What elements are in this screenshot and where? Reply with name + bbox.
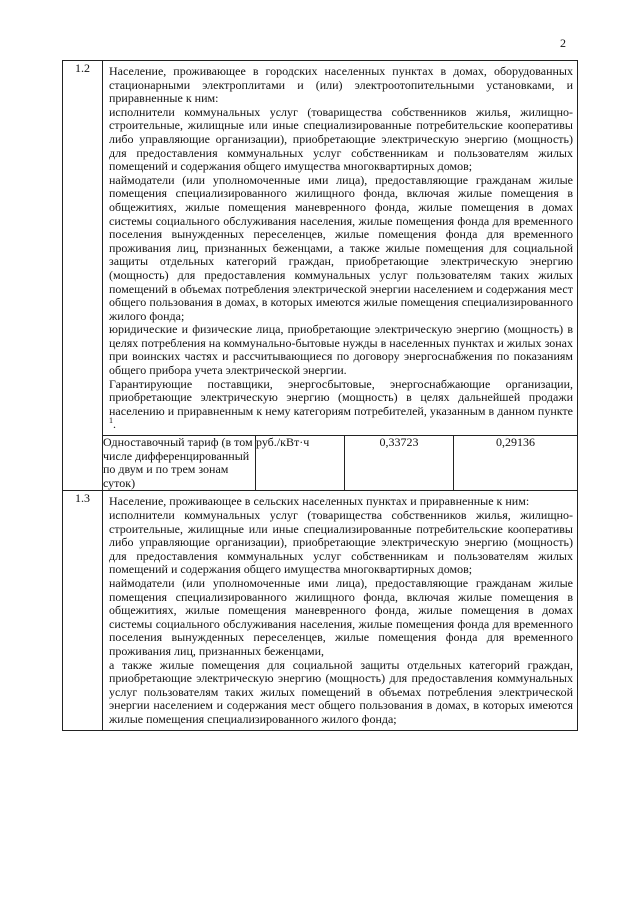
- paragraph: юридические и физические лица, приобретающие электрическую энергию (мощность) в целях потребления на коммунально-бытовые нужды в населенных пунктах и жилых зонах при воинских частях и рассчитывающиеся по договору энергоснабжения по показаниям общего прибора учета электрической энергии.: [109, 322, 573, 378]
- tariff-value-first-half: 0,33723: [345, 436, 454, 491]
- trailing-punctuation: .: [113, 417, 116, 432]
- paragraph-with-footnote: [109, 378, 573, 432]
- paragraph: а также жилые помещения для социальной защиты отдельных категорий граждан, приобретающие электрическую энергию (мощность) для предоставления коммунальных услуг пользователям таких жилых помещений в объемах потребления электрической энергии населением и содержания мест общего пользования в домах, в которых имеются жилые помещения специализированного жилого фонда;: [109, 657, 573, 726]
- tariff-name: Одноставочный тариф (в том числе дифференцированный по двум и по трем зонам суток): [103, 436, 256, 491]
- tariff-unit: руб./кВт·ч: [256, 436, 345, 491]
- tariff-subtable: [103, 435, 577, 490]
- table-row: [63, 61, 578, 491]
- row-content: [103, 491, 578, 730]
- paragraph: исполнители коммунальных услуг (товарищества собственников жилья, жилищно-строительные, жилищные или иные специализированные потребительские кооперативы либо управляющие организации), приобретающие электрическую энергию (мощность) для предоставления коммунальных услуг собственникам и пользователям жилых помещений и содержания общего имущества многоквартирных домов;: [109, 104, 573, 174]
- paragraph: исполнители коммунальных услуг (товарищества собственников жилья, жилищно-строительные, жилищные или иные специализированные потребительские кооперативы либо управляющие организации), приобретающие электрическую энергию (мощность) для предоставления коммунальных услуг собственникам и пользователям жилых помещений и содержания общего имущества многоквартирных домов;: [109, 508, 573, 577]
- paragraph: наймодатели (или уполномоченные ими лица), предоставляющие гражданам жилые помещения специализированного жилищного фонда, включая жилые помещения в общежитиях, жилые помещения маневренного фонда, жилые помещения в домах системы социального обслуживания населения, жилые помещения фонда для временного поселения вынужденных переселенцев, жилые помещения фонда для временного проживания лиц, признанных беженцами, а также жилые помещения для социальной защиты отдельных категорий граждан, приобретающие электрическую энергию (мощность) для предоставления коммунальных услуг пользователям таких жилых помещений в объемах потребления электрической энергии населением и содержания мест общего пользования в домах, в которых имеются жилые помещения специализированного жилого фонда;: [109, 172, 573, 323]
- row-description: [103, 61, 577, 435]
- paragraph: Гарантирующие поставщики, энергосбытовые, энергоснабжающие организации, приобретающие электрическую энергию (мощность) в целях дальнейшей продажи населению и приравненным к нему категориям потребителей, указанным в данном пункте: [109, 376, 573, 418]
- page-number: 2: [560, 36, 566, 50]
- table-row: [63, 491, 578, 730]
- row-number: 1.3: [63, 491, 103, 730]
- paragraph: Население, проживающее в городских населенных пунктах в домах, оборудованных стационарными электроплитами и (или) электроотопительными установками, и приравненные к ним:: [109, 64, 573, 106]
- row-description: [103, 491, 577, 729]
- paragraph: Население, проживающее в сельских населенных пунктах и приравненные к ним:: [109, 494, 530, 509]
- tariff-value-second-half: 0,29136: [454, 436, 578, 491]
- tariff-row: [103, 436, 577, 491]
- paragraph: наймодатели (или уполномоченные ими лица), предоставляющие гражданам жилые помещения специализированного жилищного фонда, включая жилые помещения в общежитиях, жилые помещения маневренного фонда, жилые помещения в домах системы социального обслуживания населения, жилые помещения фонда для временного поселения вынужденных переселенцев, жилые помещения фонда для временного проживания лиц, признанных беженцами,: [109, 575, 573, 658]
- row-content: [103, 61, 578, 491]
- tariff-document-table: [62, 60, 578, 731]
- footnote-mark: 1: [109, 416, 113, 426]
- row-number: 1.2: [63, 61, 103, 491]
